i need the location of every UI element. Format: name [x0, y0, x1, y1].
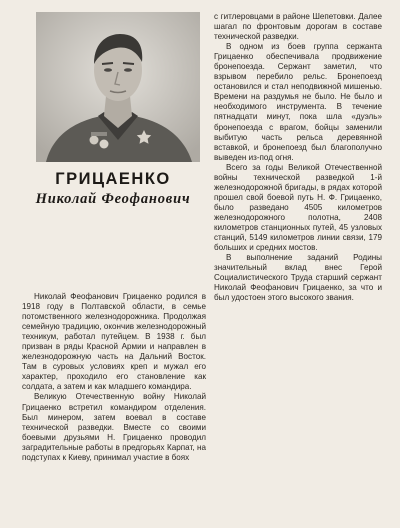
right-text-column	[214, 12, 382, 303]
name-heading	[18, 170, 208, 208]
paragraph: В одном из боев группа сержанта Грицаенко обеспечивала продвижение бронепоезда. Сержант заметил, что взрывом перебило рельс. Бронепоезд остановился и стал неподвижной мишенью. Времени на раздумья не было. Не было и необходимого инструмента. В течение пятнадцати минут, пока шла «дуэль» бронепоезда с врагом, бойцы заменили выбитую часть рельса деревянной вставкой, и бронепоезд был благополучно выведен из-под огня.	[214, 42, 382, 162]
portrait-illustration	[36, 12, 200, 162]
paragraph: Николай Феофанович Грицаенко родился в 1918 году в Полтавской области, в семье потомственного железнодорожника. Продолжая семейную традицию, окончив железнодорожный техникум, работал путейцем. В 1938 г. был призван в ряды Красной Армии и направлен в железнодорожную часть на Дальний Восток. Там в суровых условиях креп и мужал его характер, проходило его становление как солдата, а затем и как младшего командира.	[22, 292, 206, 392]
paragraph: Всего за годы Великой Отечественной войны технической разведкой 1-й железнодорожной бригады, в рядах которой прошел свой боевой путь Н. Ф. Грицаенко, было разведано 4505 километров железнодорожного полотна, 2408 километров станционных путей, 45 узловых станций, 5149 километров линии связи, 179 больших и средних мостов.	[214, 162, 382, 253]
paragraph: с гитлеровцами в районе Шепетовки. Далее шагал по фронтовым дорогам в составе технической разведки.	[214, 12, 382, 42]
portrait-photo	[36, 12, 200, 162]
paragraph: В выполнение заданий Родины значительный вклад внес Герой Социалистического Труда старший сержант Николай Феофанович Грицаенко, за что и был удостоен этого высокого звания.	[214, 253, 382, 303]
surname-title: ГРИЦАЕНКО	[55, 170, 171, 188]
left-text-column	[22, 292, 206, 463]
paragraph: Великую Отечественную войну Николай Грицаенко встретил командиром отделения. Был минером, затем воевал в составе технической разведки. Вместе со своими боевыми друзьями Н. Грицаенко проводил заградительные работы в предгорьях Карпат, на подступах к Киеву, принимал участие в боях	[22, 392, 206, 462]
given-name-subtitle: Николай Феофанович	[35, 191, 191, 207]
